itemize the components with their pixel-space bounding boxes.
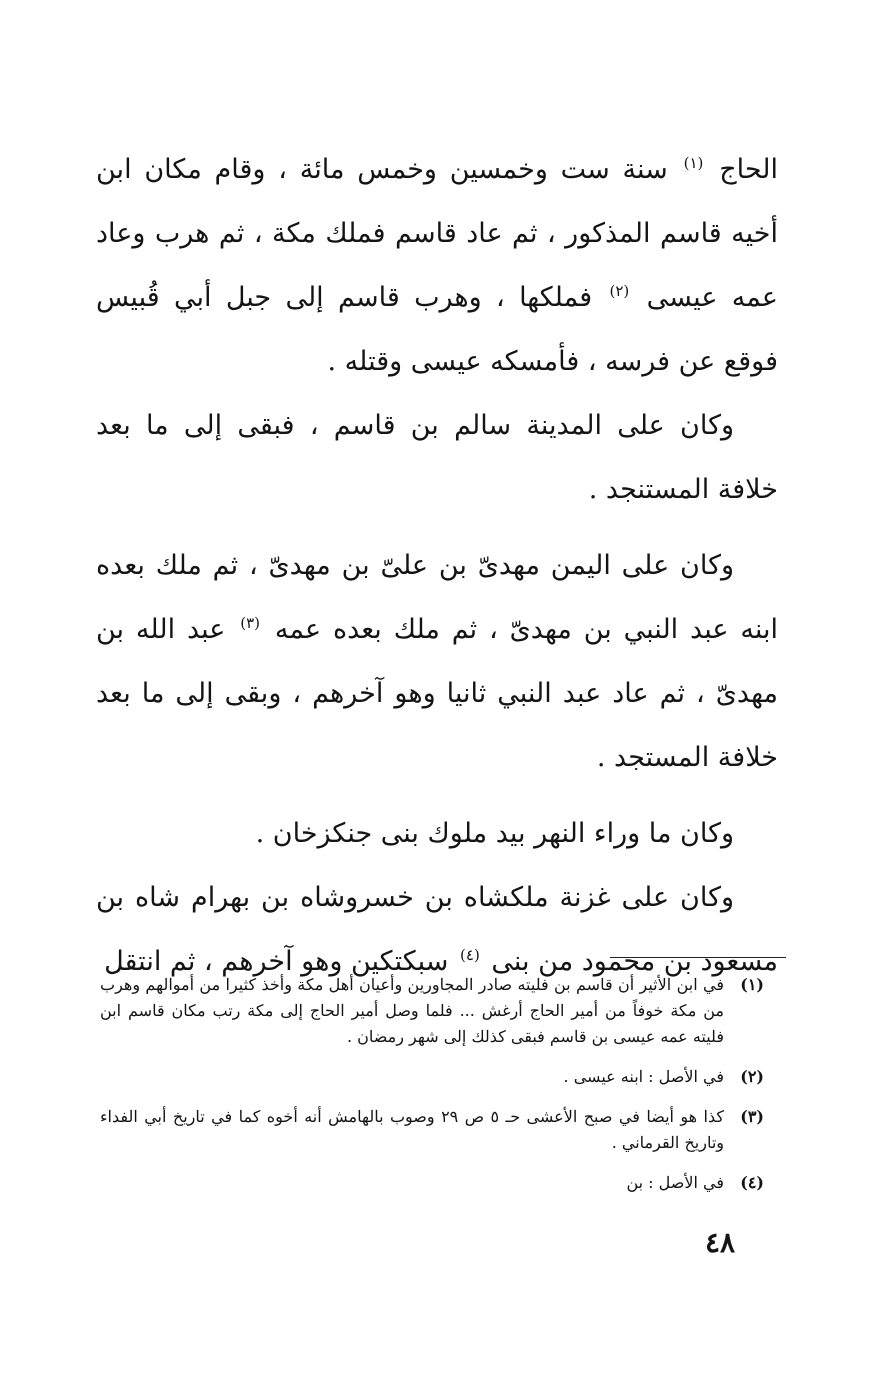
main-text	[96, 138, 778, 994]
text-segment: وكان على غزنة ملكشاه بن خسروشاه بن بهرام شاه بن مسعود بن محمود من بنى	[96, 882, 778, 977]
footnote	[100, 1170, 764, 1196]
footnote-number: (٢)	[740, 1067, 764, 1086]
footnote-marker: (١)	[683, 154, 704, 172]
text-segment: عبد الله بن مهدىّ ، ثم عاد عبد النبي ثانيا وهو آخرهم ، وبقى إلى ما بعد خلافة المستجد .	[96, 614, 778, 773]
text-segment: فملكها ، وهرب قاسم إلى جبل أبي قُبيس فوقع عن فرسه ، فأمسكه عيسى وقتله .	[96, 282, 778, 377]
footnote-marker: (٢)	[609, 282, 630, 300]
paragraph	[96, 802, 778, 866]
text-segment: وكان على المدينة سالم بن قاسم ، فبقى إلى ما بعد خلافة المستنجد .	[96, 410, 778, 505]
footnote	[100, 972, 764, 1050]
paragraph	[96, 534, 778, 790]
paragraph	[96, 394, 778, 522]
text-segment: وكان على اليمن مهدىّ بن علىّ بن مهدىّ ، ثم ملك بعده ابنه عبد النبي بن مهدىّ ، ثم ملك بعده عمه	[96, 550, 778, 645]
footnote-number: (٤)	[740, 1173, 764, 1192]
paragraph	[96, 138, 778, 394]
text-segment: الحاج	[719, 154, 778, 185]
footnotes	[100, 972, 764, 1210]
footnote-number: (٣)	[740, 1107, 764, 1126]
text-segment: سنة ست وخمسين وخمس مائة ، وقام مكان ابن أخيه قاسم المذكور ، ثم عاد قاسم فملك مكة ، ثم هرب وعاد عمه عيسى	[96, 154, 778, 313]
text-segment: وكان ما وراء النهر بيد ملوك بنى جنكزخان .	[255, 818, 734, 849]
footnote-marker: (٣)	[240, 614, 261, 632]
footnote-text: في الأصل : ابنه عيسى .	[563, 1067, 724, 1086]
footnote-text: في الأصل : بن	[626, 1173, 724, 1192]
text-segment: سبكتكين وهو آخرهم ، ثم انتقل	[104, 946, 449, 977]
footnote	[100, 1104, 764, 1156]
footnote-text: في ابن الأثير أن قاسم بن فليته صادر المجاورين وأعيان أهل مكة وأخذ كثيرا من أموالهم وهرب من مكة خوفاً من أمير الحاج أرغش ... فلما وصل أمير الحاج إلى مكة رتب مكان قاسم ابن فليته عمه عيسى بن قاسم فبقى كذلك إلى شهر رمضان .	[100, 975, 724, 1046]
footnote	[100, 1064, 764, 1090]
footnote-text: كذا هو أيضا في صبح الأعشى حـ ٥ ص ٢٩ وصوب بالهامش أنه أخوه كما في تاريخ أبي الفداء وتاريخ القرماني .	[100, 1107, 725, 1152]
footnote-marker: (٤)	[460, 946, 480, 964]
page-number: ٤٨	[704, 1226, 736, 1259]
footnote-divider	[610, 957, 786, 958]
footnote-number: (١)	[740, 975, 764, 994]
